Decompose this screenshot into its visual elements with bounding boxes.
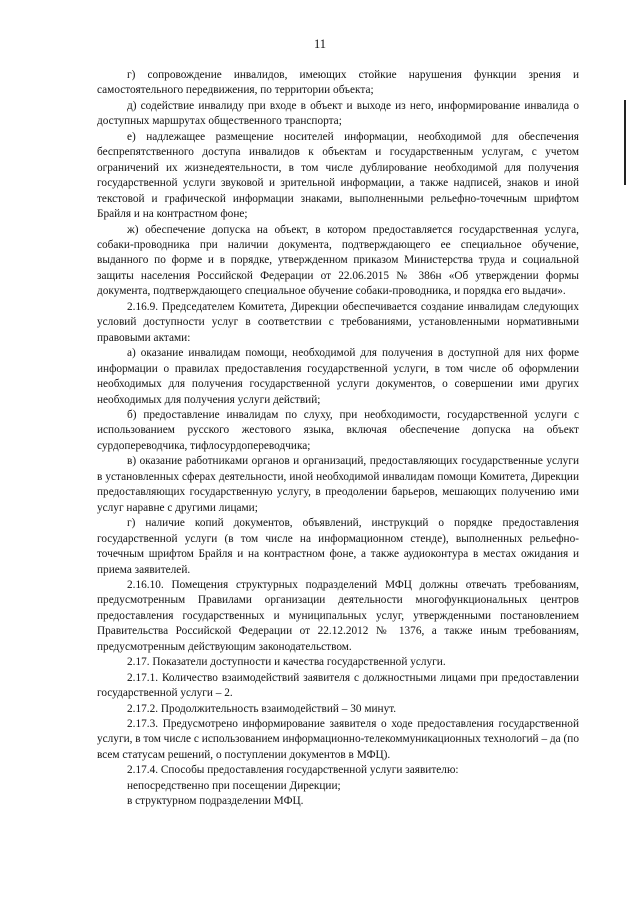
page-number: 11 [313, 37, 327, 51]
paragraph: в) оказание работниками органов и организаций, предоставляющих государственные услуги в установленных сферах деятельности, иной необходимой инвалидам помощи Комитета, Дирекции предоставляющих государственную услугу, в преодолении барьеров, мешающих получению ими услуг наравне с другими лицами; [97, 455, 579, 514]
paragraph: 2.17.4. Способы предоставления государственной услуги заявителю: [127, 764, 459, 777]
paragraph: ж) обеспечение допуска на объект, в котором предоставляется государственная услуга, собаки-проводника при наличии документа, подтверждающего ее специальное обучение, выданного по форме и в порядке, утвержденном приказом Министерства труда и социальной защиты населения Российской Федерации от 22.06.2015 № 386н «Об утверждении формы документа, подтверждающего специальное обучение собаки-проводника, и порядка его выдачи». [97, 223, 579, 298]
paragraph: 2.17.2. Продолжительность взаимодействий – 30 минут. [127, 702, 397, 715]
paragraph: 2.16.9. Председателем Комитета, Дирекции обеспечивается создание инвалидам следующих условий доступности услуг в соответствии с требованиями, установленными нормативными правовыми актами: [97, 300, 579, 344]
paragraph: 2.17. Показатели доступности и качества государственной услуги. [127, 656, 446, 669]
paragraph: 2.17.1. Количество взаимодействий заявителя с должностными лицами при предоставлении государственной услуги – 2. [97, 671, 579, 700]
paragraph: г) сопровождение инвалидов, имеющих стойкие нарушения функции зрения и самостоятельного передвижения, по территории объекта; [97, 69, 579, 97]
paragraph: в структурном подразделении МФЦ. [127, 795, 304, 808]
paragraph: непосредственно при посещении Дирекции; [127, 779, 341, 792]
paragraph: 2.17.3. Предусмотрено информирование заявителя о ходе предоставления государственной услуги, в том числе с использованием информационно-телекоммуникационных технологий – да (по всем статусам решений, о поступлении документов в МФЦ). [97, 718, 579, 761]
paragraph: б) предоставление инвалидам по слуху, при необходимости, государственной услуги с использованием русского жестового языка, включая обеспечение допуска на объект сурдопереводчика, тифлосурдопереводчика; [97, 408, 579, 452]
paragraph: 2.16.10. Помещения структурных подразделений МФЦ должны отвечать требованиям, предусмотренным Правилами организации деятельности многофункциональных центров предоставления государственных и муниципальных услуг, утвержденными постановлением Правительства Российской Федерации от 22.12.2012 № 1376, а также иным требованиям, предусмотренным действующим законодательством. [97, 578, 579, 653]
margin-mark [624, 100, 626, 185]
paragraph: е) надлежащее размещение носителей информации, необходимой для обеспечения беспрепятственного доступа инвалидов к объектам и государственным услугам, с учетом ограничений их жизнедеятельности, в том числе дублирование необходимой для получения государственной услуги звуковой и зрительной информации, а также надписей, знаков и иной текстовой и графической информации знаками, выполненными рельефно-точечным шрифтом Брайля и на контрастном фоне; [97, 130, 579, 221]
paragraph: а) оказание инвалидам помощи, необходимой для получения в доступной для них форме информации о правилах предоставления государственной услуги, в том числе об оформлении необходимых для получения государственной услуги документов, о совершении ими других необходимых для получения услуги действий; [97, 347, 579, 406]
paragraph: г) наличие копий документов, объявлений, инструкций о порядке предоставления государственной услуги (в том числе на информационном стенде), выполненных рельефно-точечным шрифтом Брайля и на контрастном фоне, а также аудиоконтура в местах ожидания и приема заявителей. [97, 517, 579, 576]
paragraph: д) содействие инвалиду при входе в объект и выходе из него, информирование инвалида о доступных маршрутах общественного транспорта; [97, 99, 579, 128]
document-body [97, 68, 579, 810]
